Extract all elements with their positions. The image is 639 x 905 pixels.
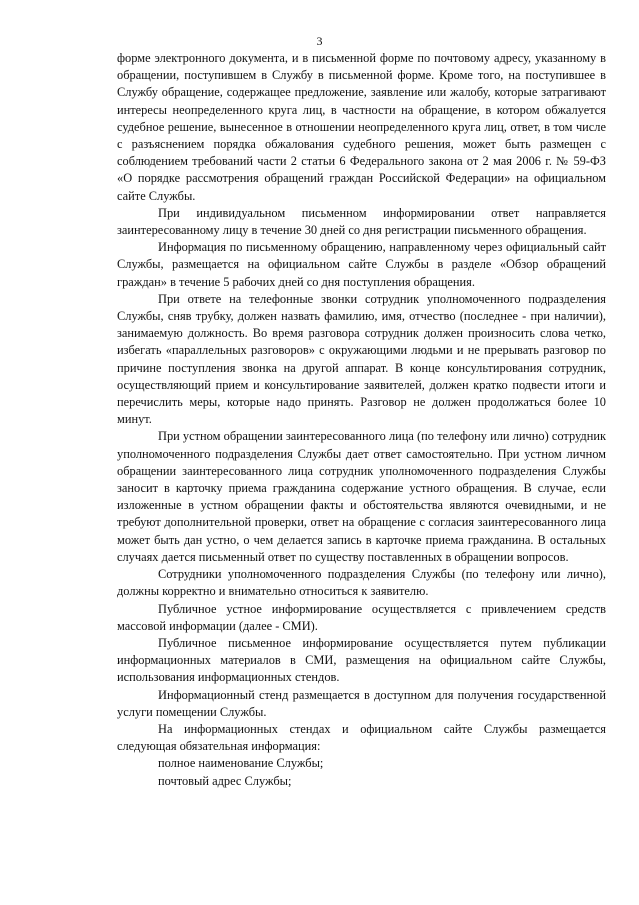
- paragraph-staff-conduct: Сотрудники уполномоченного подразделения Службы (по телефону или лично), должны корректно и внимательно относиться к заявителю.: [117, 567, 606, 599]
- paragraph-oral-appeal: При устном обращении заинтересованного лица (по телефону или лично) сотрудник уполномоченного подразделения Службы дает ответ самостоятельно. При устном личном обращении заинтересованного лица сотрудник уполномоченного подразделения Службы заносит в карточку приема гражданина содержание устного обращения. В случае, если изложенные в устном обращении факты и обстоятельства являются очевидными, и не требуют дополнительной проверки, ответ на обращение с согласия заинтересованного лица может быть дан устно, о чем делается запись в карточке приема гражданина. В остальных случаях дается письменный ответ по существу поставленных в обращении вопросов.: [117, 429, 606, 564]
- paragraph-website-appeal-info: Информация по письменному обращению, направленному через официальный сайт Службы, размещается на официальном сайте Службы в разделе «Обзор обращений граждан» в течение 5 рабочих дней со дня поступления обращения.: [117, 240, 606, 289]
- paragraph-mandatory-info-intro: На информационных стендах и официальном сайте Службы размещается следующая обязательная информация:: [117, 721, 606, 754]
- list-item: полное наименование Службы;: [158, 756, 324, 771]
- document-body: [117, 50, 606, 790]
- paragraph-public-oral-informing: Публичное устное информирование осуществляется с привлечением средств массовой информации (далее - СМИ).: [117, 601, 606, 633]
- page-number: 3: [316, 34, 323, 48]
- paragraph-public-written-informing: Публичное письменное информирование осуществляется путем публикации информационных материалов в СМИ, размещения на официальном сайте Службы, использования информационных стендов.: [117, 635, 606, 685]
- paragraph-individual-written-informing: При индивидуальном письменном информировании ответ направляется заинтересованному лицу в течение 30 дней со дня регистрации письменного обращения.: [117, 205, 606, 238]
- paragraph-phone-calls: При ответе на телефонные звонки сотрудник уполномоченного подразделения Службы, сняв трубку, должен назвать фамилию, имя, отчество (последнее - при наличии), занимаемую должность. Во время разговора сотрудник должен произносить слова четко, избегать «параллельных разговоров» с окружающими людьми и не прерывать разговор по причине поступления звонка на другой аппарат. В конце консультирования сотрудник, осуществляющий прием и консультирование заявителей, должен кратко подвести итоги и перечислить меры, которые надо принять. Разговор не должен продолжаться более 10 минут.: [117, 291, 606, 427]
- paragraph-continuation: форме электронного документа, и в письменной форме по почтовому адресу, указанному в обращении, поступившем в Службу в письменной форме. Кроме того, на поступившее в Службу обращение, содержащее предложение, заявление или жалобу, которые затрагивают интересы неопределенного круга лиц, в частности на обращение, в котором обжалуется судебное решение, вынесенное в отношении неопределенного круга лиц, ответ, в том числе с разъяснением порядка обжалования судебного решения, может быть размещен с соблюдением требований части 2 статьи 6 Федерального закона от 2 мая 2006 г. № 59-ФЗ «О порядке рассмотрения обращений граждан Российской Федерации» на официальном сайте Службы.: [117, 51, 606, 203]
- paragraph-info-stand-location: Информационный стенд размещается в доступном для получения государственной услуги помещении Службы.: [117, 687, 606, 719]
- list-item: почтовый адрес Службы;: [158, 773, 292, 788]
